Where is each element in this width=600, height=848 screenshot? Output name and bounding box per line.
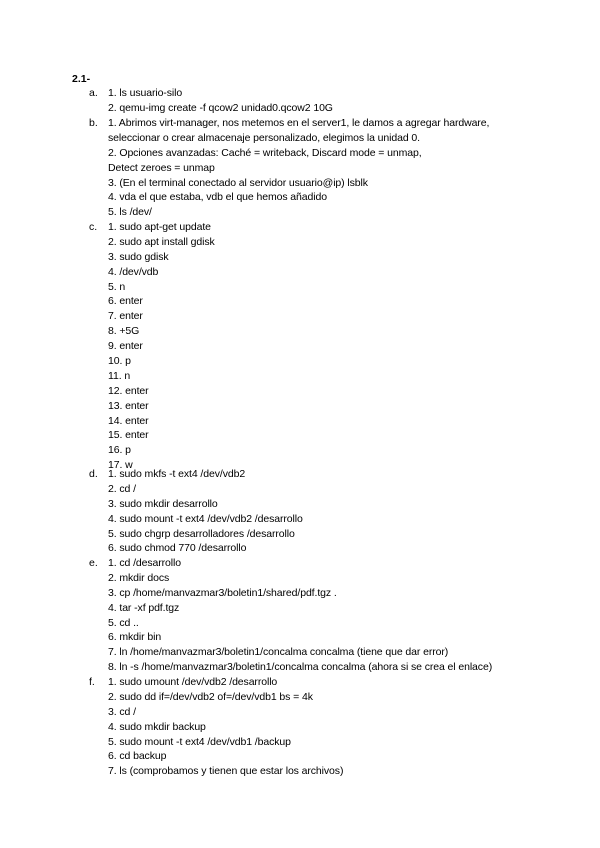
list-item: 15. enter — [108, 429, 149, 442]
list-item: 5. cd .. — [108, 616, 139, 629]
list-item: Detect zeroes = unmap — [108, 161, 215, 174]
section-letter: e. — [89, 557, 98, 569]
list-item: 2. sudo dd if=/dev/vdb2 of=/dev/vdb1 bs = 4k — [108, 690, 313, 703]
list-item: 1. sudo apt-get update — [108, 221, 211, 233]
list-item: 1. sudo umount /dev/vdb2 /desarrollo — [108, 676, 278, 688]
list-item: 8. ln -s /home/manvazmar3/boletin1/concalma concalma (ahora si se crea el enlace) — [108, 661, 493, 674]
section-lines — [108, 467, 578, 556]
list-item: 16. p — [108, 444, 131, 457]
list-item: 7. enter — [108, 310, 143, 323]
list-item: 4. tar -xf pdf.tgz — [108, 601, 180, 614]
list-item: 7. ln /home/manvazmar3/boletin1/concalma concalma (tiene que dar error) — [108, 646, 449, 659]
list-item: 3. cd / — [108, 705, 136, 718]
list-item: 11. n — [108, 369, 131, 382]
list-item: 5. sudo mount -t ext4 /dev/vdb1 /backup — [108, 735, 291, 748]
list-item: 6. cd backup — [108, 750, 167, 763]
list-item: 4. /dev/vdb — [108, 265, 159, 278]
list-item: 6. sudo chmod 770 /desarrollo — [108, 542, 247, 555]
list-item: 1. ls usuario-silo — [108, 87, 183, 99]
list-item: 2. sudo apt install gdisk — [108, 235, 215, 248]
section-lines — [108, 675, 578, 779]
section-lines — [108, 556, 578, 675]
section-lines — [108, 220, 578, 473]
list-item: 6. mkdir bin — [108, 631, 162, 644]
list-item: 6. enter — [108, 295, 143, 308]
list-item: 12. enter — [108, 384, 149, 397]
list-item: 5. ls /dev/ — [108, 206, 152, 219]
section-letter: f. — [89, 676, 95, 688]
list-item: 7. ls (comprobamos y tienen que estar los archivos) — [108, 765, 344, 778]
list-item: 4. sudo mount -t ext4 /dev/vdb2 /desarrollo — [108, 512, 303, 525]
list-item: 3. sudo mkdir desarrollo — [108, 497, 218, 510]
list-item: 10. p — [108, 355, 131, 368]
list-item: 5. sudo chgrp desarrolladores /desarrollo — [108, 527, 295, 540]
list-item: seleccionar o crear almacenaje personalizado, elegimos la unidad 0. — [108, 131, 420, 144]
list-item: 3. (En el terminal conectado al servidor usuario@ip) lsblk — [108, 176, 368, 189]
list-item: 2. mkdir docs — [108, 571, 170, 584]
section-letter: c. — [89, 221, 98, 233]
list-item: 9. enter — [108, 340, 143, 353]
list-item: 17. w — [108, 459, 133, 472]
section-letter: b. — [89, 117, 98, 129]
list-item: 3. sudo gdisk — [108, 250, 169, 263]
list-item: 5. n — [108, 280, 126, 293]
section-lines — [108, 86, 578, 116]
list-item: 8. +5G — [108, 325, 140, 338]
list-item: 2. cd / — [108, 482, 136, 495]
list-item: 1. Abrimos virt-manager, nos metemos en el server1, le damos a agregar hardware, — [108, 117, 490, 129]
list-item: 1. cd /desarrollo — [108, 557, 182, 569]
list-item: 2. qemu-img create -f qcow2 unidad0.qcow2 10G — [108, 101, 333, 114]
section-lines — [108, 116, 578, 220]
section-heading: 2.1- — [72, 73, 91, 85]
section-letter: d. — [89, 468, 98, 480]
list-item: 3. cp /home/manvazmar3/boletin1/shared/pdf.tgz . — [108, 586, 337, 599]
section-letter: a. — [89, 87, 98, 99]
list-item: 4. sudo mkdir backup — [108, 720, 206, 733]
list-item: 2. Opciones avanzadas: Caché = writeback, Discard mode = unmap, — [108, 146, 422, 159]
list-item: 14. enter — [108, 414, 149, 427]
list-item: 4. vda el que estaba, vdb el que hemos añadido — [108, 191, 327, 204]
list-item: 13. enter — [108, 399, 149, 412]
list-item: 1. sudo mkfs -t ext4 /dev/vdb2 — [108, 468, 246, 480]
